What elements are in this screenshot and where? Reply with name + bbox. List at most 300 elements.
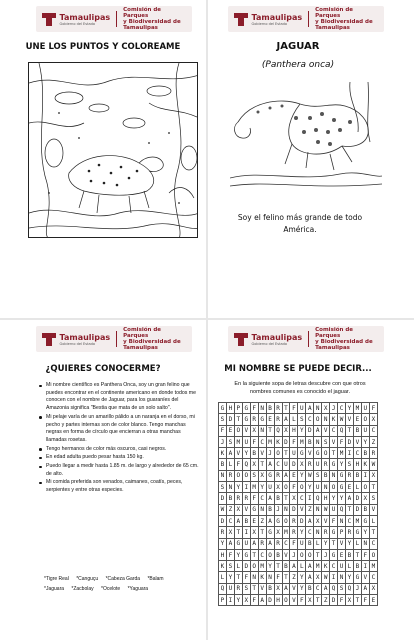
wordsearch-cell[interactable]: S bbox=[226, 436, 234, 447]
wordsearch-cell[interactable]: X bbox=[274, 482, 282, 493]
wordsearch-cell[interactable]: Y bbox=[234, 482, 242, 493]
wordsearch-cell[interactable]: O bbox=[361, 414, 369, 425]
wordsearch-cell[interactable]: O bbox=[330, 482, 338, 493]
wordsearch-cell[interactable]: M bbox=[353, 515, 361, 526]
wordsearch-cell[interactable]: T bbox=[282, 403, 290, 414]
wordsearch-cell[interactable]: D bbox=[282, 436, 290, 447]
wordsearch-cell[interactable]: R bbox=[322, 459, 330, 470]
wordsearch-cell[interactable]: N bbox=[322, 482, 330, 493]
wordsearch-cell[interactable]: U bbox=[314, 482, 322, 493]
wordsearch-cell[interactable]: Y bbox=[266, 561, 274, 572]
wordsearch-cell[interactable]: R bbox=[226, 470, 234, 481]
wordsearch-cell[interactable]: V bbox=[258, 583, 266, 594]
wordsearch-cell[interactable]: S bbox=[250, 470, 258, 481]
wordsearch-cell[interactable]: J bbox=[219, 436, 227, 447]
wordsearch-cell[interactable]: V bbox=[306, 448, 314, 459]
wordsearch-cell[interactable]: C bbox=[258, 493, 266, 504]
wordsearch-cell[interactable]: T bbox=[353, 549, 361, 560]
wordsearch-cell[interactable]: X bbox=[274, 583, 282, 594]
wordsearch-cell[interactable]: T bbox=[258, 459, 266, 470]
wordsearch-cell[interactable]: T bbox=[250, 583, 258, 594]
wordsearch-cell[interactable]: L bbox=[219, 572, 227, 583]
wordsearch-cell[interactable]: O bbox=[282, 482, 290, 493]
wordsearch-cell[interactable]: T bbox=[234, 572, 242, 583]
wordsearch-cell[interactable]: W bbox=[306, 470, 314, 481]
wordsearch-cell[interactable]: X bbox=[234, 504, 242, 515]
wordsearch-cell[interactable]: O bbox=[242, 470, 250, 481]
wordsearch-cell[interactable]: U bbox=[226, 583, 234, 594]
wordsearch-cell[interactable]: K bbox=[330, 414, 338, 425]
wordsearch-cell[interactable]: G bbox=[274, 515, 282, 526]
wordsearch-cell[interactable]: C bbox=[346, 515, 354, 526]
wordsearch-cell[interactable]: V bbox=[322, 515, 330, 526]
wordsearch-cell[interactable]: C bbox=[298, 493, 306, 504]
wordsearch-cell[interactable]: S bbox=[219, 414, 227, 425]
wordsearch-cell[interactable]: N bbox=[226, 482, 234, 493]
wordsearch-cell[interactable]: X bbox=[250, 425, 258, 436]
wordsearch-cell[interactable]: V bbox=[338, 538, 346, 549]
wordsearch-cell[interactable]: C bbox=[306, 414, 314, 425]
wordsearch-cell[interactable]: T bbox=[369, 527, 377, 538]
wordsearch-cell[interactable]: K bbox=[219, 448, 227, 459]
wordsearch-cell[interactable]: B bbox=[219, 459, 227, 470]
wordsearch-cell[interactable]: Z bbox=[226, 504, 234, 515]
wordsearch-cell[interactable]: F bbox=[250, 595, 258, 606]
wordsearch-cell[interactable]: S bbox=[314, 470, 322, 481]
wordsearch-cell[interactable]: G bbox=[298, 448, 306, 459]
wordsearch-cell[interactable]: R bbox=[346, 527, 354, 538]
wordsearch-cell[interactable]: X bbox=[274, 527, 282, 538]
wordsearch-cell[interactable]: U bbox=[298, 403, 306, 414]
wordsearch-cell[interactable]: D bbox=[226, 414, 234, 425]
wordsearch-cell[interactable]: K bbox=[219, 561, 227, 572]
wordsearch-cell[interactable]: B bbox=[266, 504, 274, 515]
wordsearch-cell[interactable]: D bbox=[306, 425, 314, 436]
wordsearch-cell[interactable]: F bbox=[361, 549, 369, 560]
wordsearch-cell[interactable]: Y bbox=[298, 527, 306, 538]
wordsearch-cell[interactable]: Q bbox=[242, 459, 250, 470]
wordsearch-cell[interactable]: D bbox=[266, 595, 274, 606]
wordsearch-cell[interactable]: Y bbox=[298, 583, 306, 594]
wordsearch-cell[interactable]: C bbox=[353, 448, 361, 459]
wordsearch-cell[interactable]: C bbox=[282, 538, 290, 549]
wordsearch-cell[interactable]: I bbox=[361, 470, 369, 481]
wordsearch-cell[interactable]: U bbox=[338, 561, 346, 572]
wordsearch-cell[interactable]: T bbox=[250, 549, 258, 560]
wordsearch-cell[interactable]: G bbox=[242, 403, 250, 414]
wordsearch-cell[interactable]: G bbox=[353, 572, 361, 583]
wordsearch-cell[interactable]: A bbox=[250, 538, 258, 549]
wordsearch-cell[interactable]: B bbox=[274, 549, 282, 560]
wordsearch-cell[interactable]: O bbox=[306, 549, 314, 560]
wordsearch-cell[interactable]: Y bbox=[226, 572, 234, 583]
wordsearch-cell[interactable]: C bbox=[330, 425, 338, 436]
wordsearch-cell[interactable]: G bbox=[314, 448, 322, 459]
wordsearch-cell[interactable]: X bbox=[258, 470, 266, 481]
wordsearch-cell[interactable]: D bbox=[290, 504, 298, 515]
wordsearch-cell[interactable]: B bbox=[266, 403, 274, 414]
wordsearch-cell[interactable]: G bbox=[330, 549, 338, 560]
wordsearch-cell[interactable]: A bbox=[226, 448, 234, 459]
wordsearch-cell[interactable]: T bbox=[353, 595, 361, 606]
wordsearch-cell[interactable]: F bbox=[338, 595, 346, 606]
wordsearch-cell[interactable]: A bbox=[266, 515, 274, 526]
wordsearch-cell[interactable]: X bbox=[369, 583, 377, 594]
wordsearch-cell[interactable]: G bbox=[361, 515, 369, 526]
wordsearch-cell[interactable]: V bbox=[298, 504, 306, 515]
wordsearch-cell[interactable]: L bbox=[234, 561, 242, 572]
wordsearch-cell[interactable]: X bbox=[314, 515, 322, 526]
wordsearch-cell[interactable]: T bbox=[258, 527, 266, 538]
wordsearch-cell[interactable]: A bbox=[361, 583, 369, 594]
wordsearch-cell[interactable]: M bbox=[298, 436, 306, 447]
wordsearch-cell[interactable]: I bbox=[361, 561, 369, 572]
wordsearch-cell[interactable]: N bbox=[266, 572, 274, 583]
wordsearch-cell[interactable]: Y bbox=[219, 538, 227, 549]
wordsearch-cell[interactable]: Q bbox=[338, 425, 346, 436]
wordsearch-cell[interactable]: Y bbox=[234, 549, 242, 560]
wordsearch-cell[interactable]: N bbox=[219, 470, 227, 481]
wordsearch-cell[interactable]: Y bbox=[338, 459, 346, 470]
wordsearch-cell[interactable]: U bbox=[330, 504, 338, 515]
wordsearch-cell[interactable]: Y bbox=[234, 595, 242, 606]
wordsearch-cell[interactable]: F bbox=[369, 403, 377, 414]
wordsearch-cell[interactable]: U bbox=[361, 403, 369, 414]
wordsearch-cell[interactable]: E bbox=[369, 595, 377, 606]
wordsearch-cell[interactable]: G bbox=[258, 414, 266, 425]
wordsearch-cell[interactable]: D bbox=[242, 561, 250, 572]
wordsearch-cell[interactable]: T bbox=[330, 448, 338, 459]
wordsearch-cell[interactable]: U bbox=[282, 459, 290, 470]
wordsearch-cell[interactable]: C bbox=[258, 549, 266, 560]
wordsearch-cell[interactable]: L bbox=[353, 482, 361, 493]
wordsearch-cell[interactable]: Y bbox=[298, 470, 306, 481]
wordsearch-cell[interactable]: T bbox=[266, 425, 274, 436]
wordsearch-cell[interactable]: R bbox=[234, 583, 242, 594]
wordsearch-cell[interactable]: J bbox=[322, 549, 330, 560]
wordsearch-cell[interactable]: F bbox=[274, 572, 282, 583]
wordsearch-cell[interactable]: D bbox=[219, 515, 227, 526]
wordsearch-cell[interactable]: K bbox=[258, 572, 266, 583]
wordsearch-cell[interactable]: Z bbox=[306, 504, 314, 515]
wordsearch-cell[interactable]: D bbox=[346, 436, 354, 447]
wordsearch-cell[interactable]: M bbox=[353, 403, 361, 414]
wordsearch-cell[interactable]: R bbox=[274, 414, 282, 425]
wordsearch-cell[interactable]: U bbox=[290, 448, 298, 459]
wordsearch-cell[interactable]: N bbox=[258, 403, 266, 414]
wordsearch-cell[interactable]: B bbox=[353, 561, 361, 572]
wordsearch-cell[interactable]: B bbox=[282, 561, 290, 572]
wordsearch-cell[interactable]: J bbox=[274, 504, 282, 515]
wordsearch-cell[interactable]: O bbox=[282, 595, 290, 606]
wordsearch-cell[interactable]: R bbox=[274, 403, 282, 414]
wordsearch-cell[interactable]: G bbox=[330, 527, 338, 538]
wordsearch-cell[interactable]: B bbox=[250, 448, 258, 459]
wordsearch-cell[interactable]: B bbox=[346, 549, 354, 560]
wordsearch-cell[interactable]: V bbox=[242, 504, 250, 515]
wordsearch-cell[interactable]: R bbox=[219, 527, 227, 538]
wordsearch-cell[interactable]: R bbox=[290, 527, 298, 538]
wordsearch-cell[interactable]: V bbox=[234, 448, 242, 459]
wordsearch-cell[interactable]: T bbox=[282, 493, 290, 504]
wordsearch-cell[interactable]: T bbox=[314, 549, 322, 560]
wordsearch-cell[interactable]: Y bbox=[330, 493, 338, 504]
wordsearch-cell[interactable]: S bbox=[219, 482, 227, 493]
wordsearch-cell[interactable]: X bbox=[306, 595, 314, 606]
wordsearch-cell[interactable]: X bbox=[250, 527, 258, 538]
wordsearch-cell[interactable]: T bbox=[369, 482, 377, 493]
wordsearch-cell[interactable]: H bbox=[322, 493, 330, 504]
wordsearch-cell[interactable]: N bbox=[322, 414, 330, 425]
wordsearch-cell[interactable]: N bbox=[330, 470, 338, 481]
wordsearch-cell[interactable]: D bbox=[298, 515, 306, 526]
wordsearch-cell[interactable]: N bbox=[314, 436, 322, 447]
wordsearch-cell[interactable]: Y bbox=[298, 425, 306, 436]
wordsearch-cell[interactable]: A bbox=[306, 403, 314, 414]
wordsearch-cell[interactable]: O bbox=[298, 482, 306, 493]
wordsearch-cell[interactable]: N bbox=[282, 504, 290, 515]
wordsearch-cell[interactable]: Z bbox=[290, 572, 298, 583]
wordsearch-cell[interactable]: Y bbox=[298, 572, 306, 583]
wordsearch-cell[interactable]: D bbox=[290, 459, 298, 470]
wordsearch-cell[interactable]: B bbox=[353, 470, 361, 481]
wordsearch-cell[interactable]: Y bbox=[306, 482, 314, 493]
wordsearch-cell[interactable]: L bbox=[314, 538, 322, 549]
wordsearch-cell[interactable]: V bbox=[290, 583, 298, 594]
wordsearch-cell[interactable]: K bbox=[322, 561, 330, 572]
wordsearch-cell[interactable]: C bbox=[226, 515, 234, 526]
wordsearch-cell[interactable]: Y bbox=[322, 538, 330, 549]
wordsearch-cell[interactable]: B bbox=[361, 504, 369, 515]
wordsearch-cell[interactable]: G bbox=[338, 482, 346, 493]
wordsearch-cell[interactable]: F bbox=[290, 403, 298, 414]
wordsearch-cell[interactable]: X bbox=[242, 595, 250, 606]
wordsearch-cell[interactable]: I bbox=[346, 448, 354, 459]
wordsearch-cell[interactable]: O bbox=[274, 448, 282, 459]
wordsearch-cell[interactable]: F bbox=[330, 515, 338, 526]
wordsearch-cell[interactable]: A bbox=[266, 459, 274, 470]
wordsearch-cell[interactable]: U bbox=[242, 436, 250, 447]
wordsearch-cell[interactable]: I bbox=[226, 595, 234, 606]
wordsearch-cell[interactable]: O bbox=[234, 425, 242, 436]
wordsearch-cell[interactable]: O bbox=[369, 549, 377, 560]
wordsearch-cell[interactable]: X bbox=[346, 595, 354, 606]
wordsearch-cell[interactable]: A bbox=[258, 595, 266, 606]
wordsearch-cell[interactable]: Z bbox=[258, 515, 266, 526]
wordsearch-cell[interactable]: A bbox=[322, 583, 330, 594]
wordsearch-cell[interactable]: X bbox=[361, 493, 369, 504]
wordsearch-cell[interactable]: V bbox=[369, 504, 377, 515]
wordsearch-cell[interactable]: L bbox=[298, 561, 306, 572]
wordsearch-cell[interactable]: L bbox=[290, 414, 298, 425]
wordsearch-cell[interactable]: I bbox=[306, 493, 314, 504]
wordsearch-cell[interactable]: R bbox=[274, 470, 282, 481]
wordsearch-cell[interactable]: A bbox=[266, 493, 274, 504]
wordsearch-cell[interactable]: F bbox=[338, 436, 346, 447]
wordsearch-cell[interactable]: F bbox=[361, 595, 369, 606]
wordsearch-cell[interactable]: T bbox=[330, 538, 338, 549]
wordsearch-cell[interactable]: E bbox=[266, 414, 274, 425]
wordsearch-cell[interactable]: R bbox=[250, 414, 258, 425]
wordsearch-cell[interactable]: V bbox=[258, 448, 266, 459]
wordsearch-cell[interactable]: P bbox=[219, 595, 227, 606]
wordsearch-cell[interactable]: U bbox=[361, 425, 369, 436]
wordsearch-cell[interactable]: N bbox=[361, 538, 369, 549]
wordsearch-cell[interactable]: M bbox=[234, 436, 242, 447]
wordsearch-cell[interactable]: N bbox=[314, 403, 322, 414]
wordsearch-cell[interactable]: O bbox=[282, 515, 290, 526]
wordsearch-cell[interactable]: F bbox=[290, 436, 298, 447]
wordsearch-cell[interactable]: U bbox=[242, 538, 250, 549]
wordsearch-cell[interactable]: R bbox=[242, 493, 250, 504]
wordsearch-cell[interactable]: F bbox=[234, 459, 242, 470]
wordsearch-cell[interactable]: I bbox=[242, 482, 250, 493]
wordsearch-cell[interactable]: E bbox=[226, 425, 234, 436]
wordsearch-cell[interactable]: Y bbox=[346, 403, 354, 414]
wordsearch-cell[interactable]: C bbox=[306, 527, 314, 538]
wordsearch-cell[interactable]: G bbox=[330, 459, 338, 470]
wordsearch-cell[interactable]: F bbox=[250, 436, 258, 447]
wordsearch-cell[interactable]: H bbox=[226, 403, 234, 414]
wordsearch-cell[interactable]: R bbox=[290, 515, 298, 526]
wordsearch-cell[interactable]: A bbox=[282, 470, 290, 481]
wordsearch-cell[interactable]: Q bbox=[314, 493, 322, 504]
wordsearch-cell[interactable]: E bbox=[250, 515, 258, 526]
wordsearch-cell[interactable]: F bbox=[290, 538, 298, 549]
wordsearch-cell[interactable]: N bbox=[314, 504, 322, 515]
wordsearch-cell[interactable]: T bbox=[234, 527, 242, 538]
wordsearch-cell[interactable]: H bbox=[353, 459, 361, 470]
wordsearch-cell[interactable]: G bbox=[250, 504, 258, 515]
wordsearch-cell[interactable]: Z bbox=[322, 595, 330, 606]
wordsearch-cell[interactable]: F bbox=[250, 493, 258, 504]
wordsearch-cell[interactable]: V bbox=[242, 425, 250, 436]
wordsearch-cell[interactable]: J bbox=[266, 448, 274, 459]
wordsearch-cell[interactable]: B bbox=[274, 493, 282, 504]
wordsearch-cell[interactable]: M bbox=[282, 527, 290, 538]
wordsearch-cell[interactable]: F bbox=[226, 549, 234, 560]
wordsearch-cell[interactable]: T bbox=[346, 504, 354, 515]
wordsearch-cell[interactable]: M bbox=[258, 561, 266, 572]
wordsearch-cell[interactable]: Y bbox=[346, 572, 354, 583]
wordsearch-cell[interactable]: O bbox=[234, 470, 242, 481]
wordsearch-cell[interactable]: A bbox=[306, 515, 314, 526]
wordsearch-cell[interactable]: Z bbox=[369, 436, 377, 447]
wordsearch-cell[interactable]: P bbox=[338, 527, 346, 538]
wordsearch-cell[interactable]: N bbox=[250, 572, 258, 583]
wordsearch-cell[interactable]: N bbox=[338, 515, 346, 526]
wordsearch-cell[interactable]: W bbox=[322, 572, 330, 583]
wordsearch-cell[interactable]: X bbox=[250, 459, 258, 470]
wordsearch-cell[interactable]: J bbox=[290, 549, 298, 560]
wordsearch-cell[interactable]: O bbox=[322, 448, 330, 459]
wordsearch-cell[interactable]: A bbox=[314, 425, 322, 436]
wordsearch-cell[interactable]: Y bbox=[338, 493, 346, 504]
wordsearch-cell[interactable]: G bbox=[353, 527, 361, 538]
wordsearch-cell[interactable]: H bbox=[219, 549, 227, 560]
wordsearch-cell[interactable]: G bbox=[219, 403, 227, 414]
wordsearch-cell[interactable]: Y bbox=[361, 527, 369, 538]
wordsearch-cell[interactable]: Q bbox=[346, 583, 354, 594]
wordsearch-cell[interactable]: B bbox=[242, 515, 250, 526]
wordsearch-cell[interactable]: R bbox=[258, 538, 266, 549]
wordsearch-cell[interactable]: O bbox=[361, 482, 369, 493]
wordsearch-cell[interactable]: C bbox=[274, 459, 282, 470]
wordsearch-cell[interactable]: J bbox=[330, 403, 338, 414]
wordsearch-cell[interactable]: W bbox=[338, 414, 346, 425]
wordsearch-cell[interactable]: X bbox=[298, 459, 306, 470]
wordsearch-cell[interactable]: A bbox=[306, 572, 314, 583]
wordsearch-cell[interactable]: A bbox=[290, 561, 298, 572]
wordsearch-cell[interactable]: B bbox=[353, 425, 361, 436]
wordsearch-cell[interactable]: W bbox=[322, 504, 330, 515]
wordsearch-cell[interactable]: T bbox=[234, 414, 242, 425]
wordsearch-cell[interactable]: A bbox=[346, 493, 354, 504]
wordsearch-cell[interactable]: R bbox=[274, 538, 282, 549]
wordsearch-cell[interactable]: G bbox=[338, 470, 346, 481]
wordsearch-cell[interactable]: K bbox=[361, 459, 369, 470]
wordsearch-cell[interactable]: X bbox=[290, 493, 298, 504]
wordsearch-cell[interactable]: B bbox=[322, 470, 330, 481]
wordsearch-cell[interactable]: L bbox=[346, 561, 354, 572]
wordsearch-cell[interactable]: O bbox=[250, 561, 258, 572]
wordsearch-cell[interactable]: X bbox=[369, 414, 377, 425]
wordsearch-cell[interactable]: C bbox=[369, 425, 377, 436]
wordsearch-cell[interactable]: V bbox=[361, 572, 369, 583]
wordsearch-cell[interactable]: D bbox=[219, 493, 227, 504]
wordsearch-cell[interactable]: T bbox=[346, 425, 354, 436]
wordsearch-cell[interactable]: M bbox=[338, 448, 346, 459]
wordsearch-cell[interactable]: S bbox=[338, 583, 346, 594]
wordsearch-cell[interactable]: L bbox=[226, 459, 234, 470]
wordsearch-cell[interactable]: M bbox=[314, 561, 322, 572]
wordsearch-cell[interactable]: M bbox=[250, 482, 258, 493]
wordsearch-cell[interactable]: G bbox=[242, 549, 250, 560]
wordsearch-cell[interactable]: A bbox=[226, 538, 234, 549]
wordsearch-cell[interactable]: J bbox=[353, 583, 361, 594]
wordsearch-cell[interactable]: B bbox=[226, 493, 234, 504]
wordsearch-cell[interactable]: C bbox=[330, 561, 338, 572]
wordsearch-cell[interactable]: X bbox=[282, 425, 290, 436]
wordsearch-cell[interactable]: S bbox=[242, 583, 250, 594]
wordsearch-cell[interactable]: V bbox=[290, 595, 298, 606]
wordsearch-cell[interactable]: O bbox=[298, 549, 306, 560]
wordsearch-cell[interactable]: U bbox=[266, 482, 274, 493]
wordsearch-cell[interactable]: Y bbox=[258, 482, 266, 493]
wordsearch-cell[interactable]: E bbox=[290, 470, 298, 481]
wordsearch-cell[interactable]: S bbox=[298, 414, 306, 425]
wordsearch-cell[interactable]: G bbox=[266, 527, 274, 538]
wordsearch-cell[interactable]: R bbox=[322, 527, 330, 538]
wordsearch-cell[interactable]: Y bbox=[242, 448, 250, 459]
wordsearch-cell[interactable]: O bbox=[314, 414, 322, 425]
wordsearch-cell[interactable]: D bbox=[353, 504, 361, 515]
wordsearch-cell[interactable]: G bbox=[242, 414, 250, 425]
wordsearch-cell[interactable]: A bbox=[306, 561, 314, 572]
wordsearch-cell[interactable]: R bbox=[346, 470, 354, 481]
wordsearch-cell[interactable]: U bbox=[298, 538, 306, 549]
wordsearch-cell[interactable]: F bbox=[298, 595, 306, 606]
wordsearch-cell[interactable]: B bbox=[306, 583, 314, 594]
wordsearch-cell[interactable]: D bbox=[330, 595, 338, 606]
wordsearch-cell[interactable]: S bbox=[346, 459, 354, 470]
wordsearch-cell[interactable]: V bbox=[346, 414, 354, 425]
wordsearch-cell[interactable]: V bbox=[322, 425, 330, 436]
wordsearch-cell[interactable]: X bbox=[226, 527, 234, 538]
wordsearch-cell[interactable]: E bbox=[338, 549, 346, 560]
wordsearch-cell[interactable]: C bbox=[369, 572, 377, 583]
wordsearch-cell[interactable]: F bbox=[242, 572, 250, 583]
